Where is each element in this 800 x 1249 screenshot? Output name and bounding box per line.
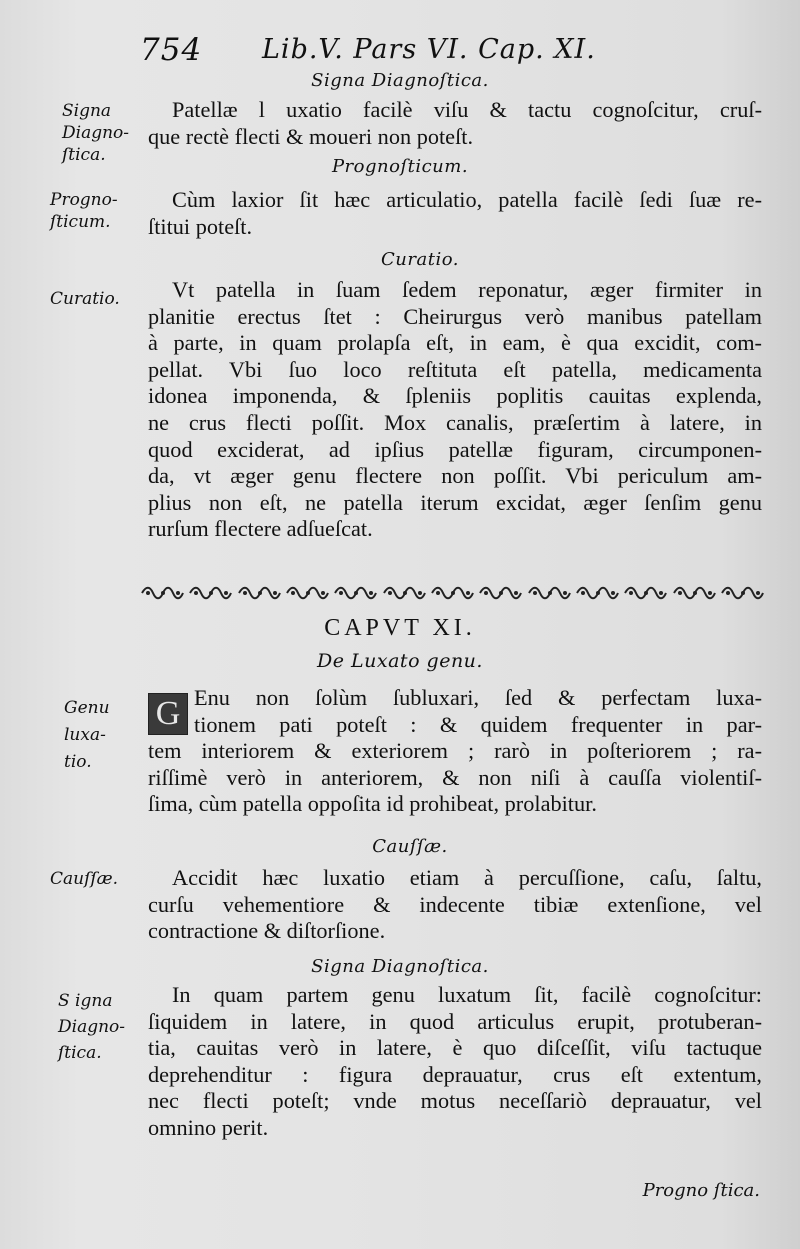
section-heading-signa-genu: Signa Diagnoſtica. <box>311 956 489 977</box>
margin-line: Cauſſæ. <box>50 869 119 889</box>
margin-line: luxa- <box>64 725 106 745</box>
section-heading-prognosticum: Prognoſticum. <box>331 156 469 177</box>
margin-line: S igna <box>58 991 113 1011</box>
chapter-subtitle: De Luxato genu. <box>317 650 483 672</box>
text-line: Cùm laxior ſit hæc articulatio, patella facilè ſedi ſuæ re- <box>172 187 762 212</box>
margin-line: Curatio. <box>50 289 120 309</box>
text-line: curſu vehementiore & indecente tibiæ extenſione, vel <box>148 891 762 917</box>
section-heading-caussae: Cauſſæ. <box>372 836 448 857</box>
text-line: In quam partem genu luxatum ſit, facilè cognoſcitur: <box>172 982 762 1007</box>
text-line: tem interiorem & exteriorem ; rarò in poſteriorem ; ra- <box>148 738 762 764</box>
section-heading-signa: Signa Diagnoſtica. <box>311 70 489 91</box>
running-head: Lib.V. Pars VI. Cap. XI. <box>262 34 596 65</box>
text-line: ſtitui poteſt. <box>148 213 253 239</box>
ornament-icon <box>382 584 427 602</box>
text-line: da, vt æger genu flectere non poſſit. Vbi periculum am- <box>148 463 762 489</box>
text-line: contractione & diſtorſione. <box>148 918 386 944</box>
margin-line: ſticum. <box>50 212 111 232</box>
ornament-icon <box>623 584 668 602</box>
ornament-icon <box>140 584 185 602</box>
catchword: Progno ſtica. <box>642 1180 760 1201</box>
ornament-icon <box>188 584 233 602</box>
text-line: idonea imponenda, & ſpleniis poplitis cauitas explenda, <box>148 383 762 409</box>
text-line: Vt patella in ſuam ſedem reponatur, æger firmiter in <box>172 277 762 302</box>
ornament-icon <box>430 584 475 602</box>
text-line: plius non eſt, ne patella iterum excidat, æger ſenſim genu <box>148 489 762 515</box>
text-line: pellat. Vbi ſuo loco reſtituta eſt patella, medicamenta <box>148 356 762 382</box>
paragraph-curatio <box>148 277 762 543</box>
margin-line: Genu <box>64 698 110 718</box>
chapter-title: CAPVT XI. <box>324 615 476 641</box>
text-line: nec flecti poteſt; vnde motus neceſſariò deprauatur, vel <box>148 1088 762 1114</box>
text-line: Enu non ſolùm ſubluxari, ſed & perfectam luxa- <box>194 685 762 710</box>
text-line: Patellæ l uxatio facilè viſu & tactu cognoſcitur, cruſ- <box>172 97 762 122</box>
ornament-icon <box>478 584 523 602</box>
text-line: deprehenditur : figura deprauatur, crus eſt extentum, <box>148 1061 762 1087</box>
text-line: ſiquidem in latere, in quod articulus erupit, protuberan- <box>148 1008 762 1034</box>
text-line: à parte, in quam prolapſa eſt, in eam, è qua excidit, com- <box>148 330 762 356</box>
text-line: tionem pati poteſt : & quidem frequenter in par- <box>194 711 762 737</box>
text-line: rurſum flectere adſueſcat. <box>148 516 373 542</box>
section-heading-curatio: Curatio. <box>381 249 459 270</box>
margin-note-prognosticum <box>50 189 118 233</box>
paragraph-genu <box>148 685 762 818</box>
text-line: planitie erectus ſtet : Cheirurgus verò manibus patellam <box>148 303 762 329</box>
margin-line: ſtica. <box>62 145 106 165</box>
margin-note-signa-genu <box>58 988 125 1066</box>
paragraph-caussae <box>148 865 762 945</box>
text-line: ſima, cùm patella oppoſita id prohibeat, prolabitur. <box>148 791 597 817</box>
ornament-icon <box>575 584 620 602</box>
text-line: que rectè flecti & moueri non poteſt. <box>148 123 474 149</box>
margin-note-curatio <box>50 288 120 310</box>
page-number: 754 <box>140 32 203 68</box>
text-line: omnino perit. <box>148 1114 269 1140</box>
paragraph-signa <box>148 97 762 150</box>
decorated-initial: G <box>148 693 188 735</box>
ornament-icon <box>333 584 378 602</box>
margin-line: Diagno- <box>58 1017 126 1037</box>
paragraph-signa-genu <box>148 982 762 1142</box>
text-line: tia, cauitas verò in latere, è quo diſceſſit, viſu tactuque <box>148 1035 762 1061</box>
ornament-icon <box>672 584 717 602</box>
text-line: ne crus flecti poſſit. Mox canalis, præſertim à latere, in <box>148 409 762 435</box>
text-line: quod exciderat, ad ipſius patellæ figuram, circumponen- <box>148 436 762 462</box>
margin-line: Progno- <box>50 190 118 210</box>
margin-line: ſtica. <box>58 1043 102 1063</box>
paragraph-prognosticum <box>148 187 762 240</box>
ornament-icon <box>527 584 572 602</box>
margin-line: tio. <box>64 752 92 772</box>
margin-note-genu <box>64 695 110 776</box>
margin-line: Signa <box>62 101 112 121</box>
ornamental-divider <box>140 580 765 606</box>
text-line: Accidit hæc luxatio etiam à percuſſione, caſu, ſaltu, <box>172 865 762 890</box>
margin-note-caussae <box>50 868 118 890</box>
margin-line: Diagno- <box>62 123 130 143</box>
ornament-icon <box>285 584 330 602</box>
ornament-icon <box>720 584 765 602</box>
ornament-icon <box>237 584 282 602</box>
text-line: riſſimè verò in anteriorem, & non niſi à cauſſa violentiſ- <box>148 764 762 790</box>
